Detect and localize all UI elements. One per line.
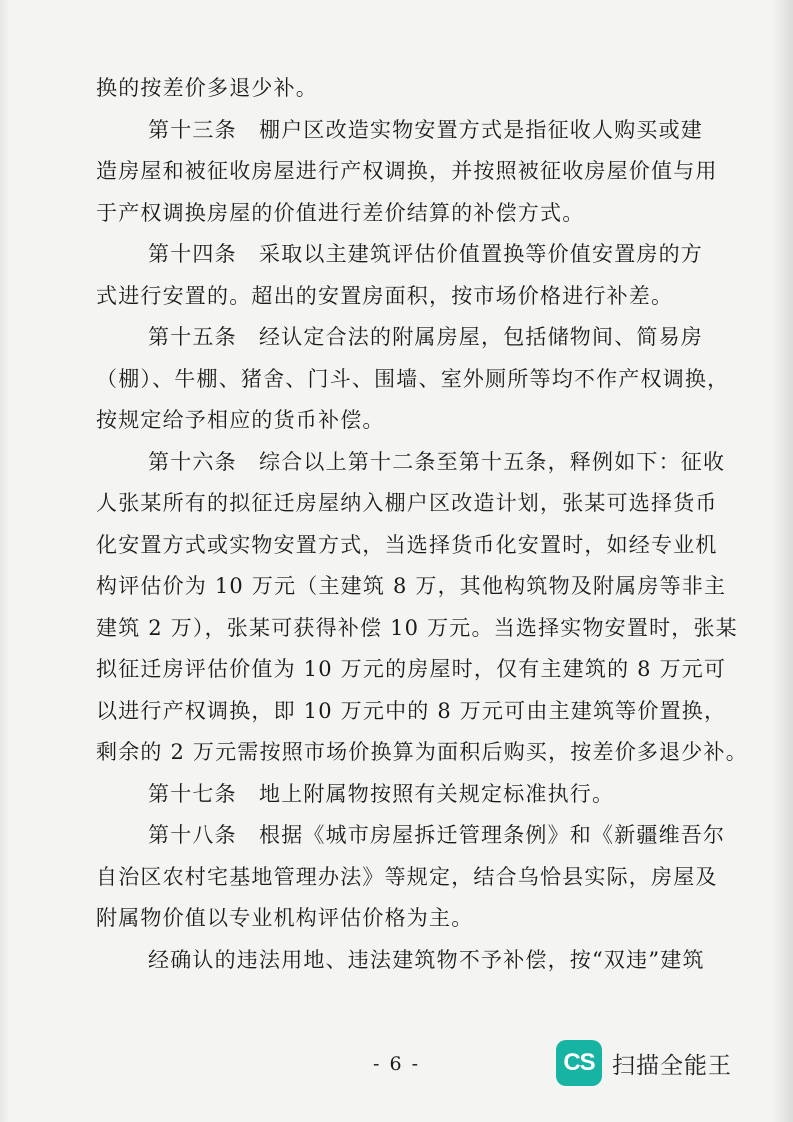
text-line: 以进行产权调换，即 10 万元中的 8 万元可由主建筑等价置换， [96,698,727,723]
text-line: 第十三条 棚户区改造实物安置方式是指征收人购买或建 [148,117,703,142]
text-line: 经确认的违法用地、违法建筑物不予补偿，按“双违”建筑 [148,947,705,972]
text-line: 造房屋和被征收房屋进行产权调换，并按照被征收房屋价值与用 [96,159,718,183]
right-edge-shadow [771,0,793,1122]
text-line: 于产权调换房屋的价值进行差价结算的补偿方式。 [96,200,585,225]
text-line: 换的按差价多退少补。 [96,76,318,100]
text-line: 式进行安置的。超出的安置房面积，按市场价格进行补差。 [96,283,674,308]
text-line: 建筑 2 万），张某可获得补偿 10 万元。当选择实物安置时，张某 [96,615,738,640]
watermark-label: 扫描全能王 [612,1052,732,1079]
text-line: 自治区农村宅基地管理办法》等规定，结合乌恰县实际，房屋及 [96,864,718,889]
text-line: 构评估价为 10 万元（主建筑 8 万，其他构筑物及附属房等非主 [96,574,727,598]
text-line: 附属物价值以专业机构评估价格为主。 [96,906,474,930]
text-line: 人张某所有的拟征迁房屋纳入棚户区改造计划，张某可选择货币 [96,491,718,515]
page-number: - 6 - [372,1053,420,1075]
text-line: 第十四条 采取以主建筑评估价值置换等价值安置房的方 [148,242,703,266]
text-line: 拟征迁房评估价值为 10 万元的房屋时，仅有主建筑的 8 万元可 [96,657,727,681]
document-body [96,68,748,981]
camscanner-logo-icon: CS [556,1040,602,1086]
left-edge-shadow [0,0,10,1122]
text-line: 第十七条 地上附属物按照有关规定标准执行。 [148,781,615,806]
scanner-watermark [556,1035,786,1091]
text-line: （棚）、牛棚、猪舍、门斗、围墙、室外厕所等均不作产权调换， [96,366,730,391]
text-line: 按规定给予相应的货币补偿。 [96,408,385,432]
text-line: 化安置方式或实物安置方式，当选择货币化安置时，如经专业机 [96,532,718,557]
text-line: 第十八条 根据《城市房屋拆迁管理条例》和《新疆维吾尔 [148,823,726,847]
text-line: 第十五条 经认定合法的附属房屋，包括储物间、简易房 [148,325,703,349]
text-line: 剩余的 2 万元需按照市场价换算为面积后购买，按差价多退少补。 [96,740,748,764]
text-line: 第十六条 综合以上第十二条至第十五条，释例如下：征收 [148,449,726,474]
